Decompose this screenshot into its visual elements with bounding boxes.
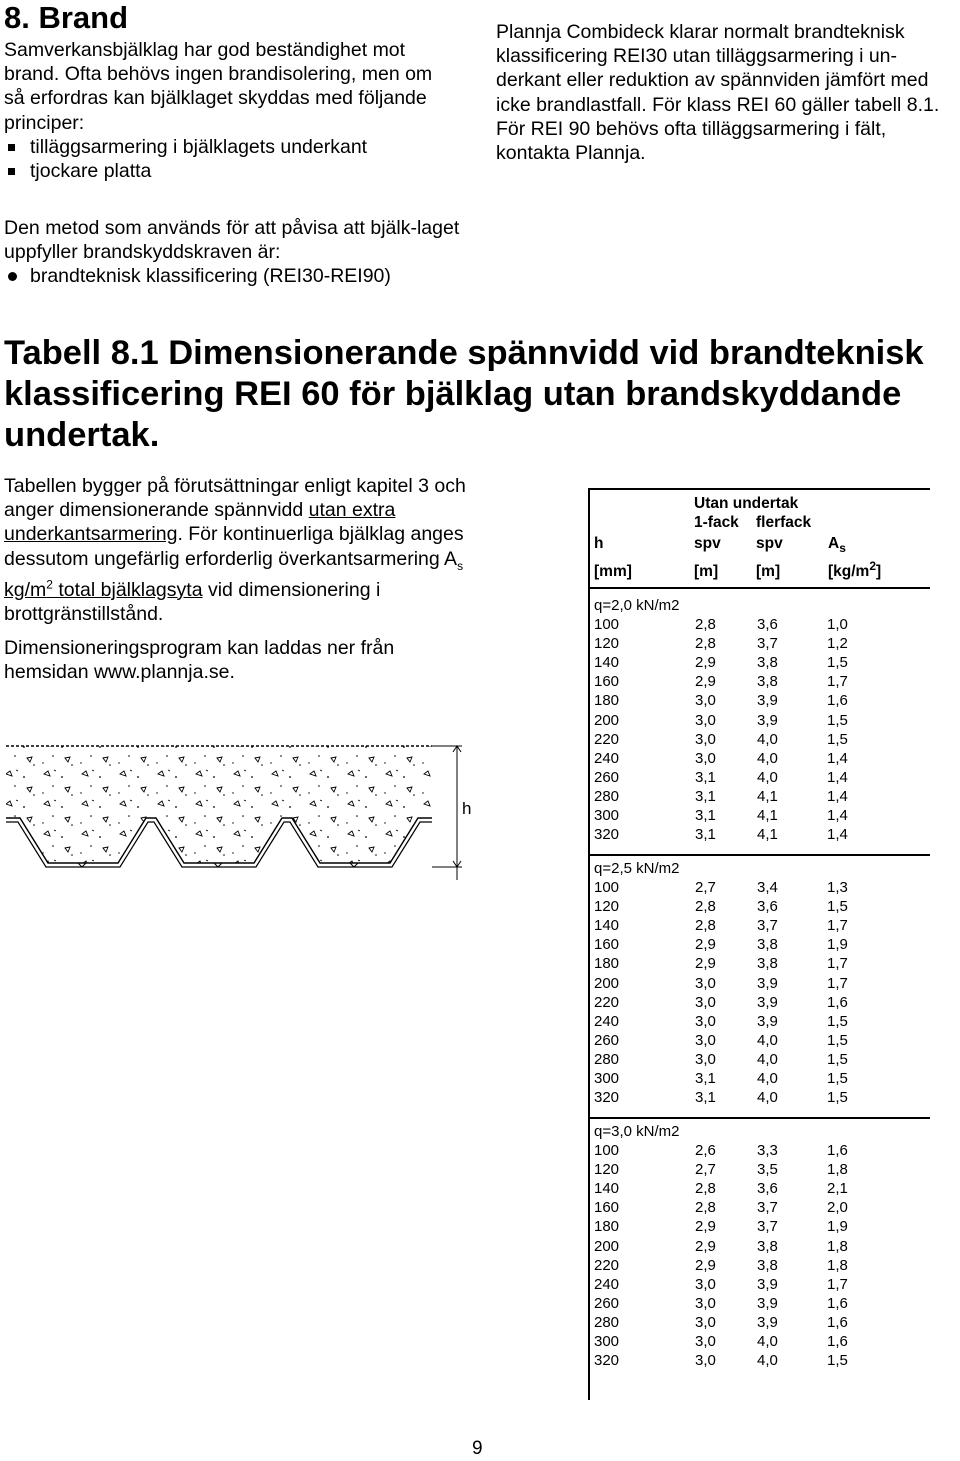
cell-h: 120	[594, 898, 620, 916]
cell-h: 100	[594, 879, 620, 896]
cell-spv-1fack: 3,0	[695, 1031, 716, 1049]
table-row	[594, 897, 934, 916]
fire-principles-list	[4, 135, 454, 183]
cell-as: 1,0	[827, 616, 848, 633]
list-item: tilläggsarmering i bjälklagets underkant	[4, 135, 454, 159]
table-rule	[588, 854, 930, 856]
table-row	[594, 615, 934, 634]
header-as: $A_s$	[828, 535, 846, 556]
table-row	[594, 1294, 934, 1313]
table-row	[594, 1275, 934, 1294]
cell-spv-flerfack: 3,9	[757, 1313, 778, 1331]
header-flerfack: flerfack	[756, 514, 812, 531]
cell-as: 1,7	[827, 974, 848, 992]
cell-spv-flerfack: 3,9	[757, 692, 778, 710]
table-row	[594, 730, 934, 749]
cell-spv-1fack: 2,8	[695, 1199, 716, 1217]
list-item: tjockare platta	[4, 159, 454, 183]
cell-spv-1fack: 2,6	[695, 1142, 716, 1159]
load-group-label: q=2,0 kN/m2	[594, 597, 680, 614]
cell-as: 1,6	[827, 692, 848, 710]
cell-h: 260	[594, 768, 620, 786]
cell-spv-1fack: 3,1	[695, 768, 716, 786]
cell-spv-1fack: 2,8	[695, 616, 716, 633]
cell-h: 140	[594, 654, 620, 672]
cell-as: 1,5	[827, 898, 848, 916]
load-group-label: q=2,5 kN/m2	[594, 860, 680, 877]
fire-intro-paragraph: Samverkansbjälklag har god beständighet mot brand. Ofta behövs ingen brandisolering, men om så erfordras kan bjälklaget skyddas med följande principer:	[4, 39, 433, 134]
cell-as: 1,5	[827, 730, 848, 748]
cell-as: 1,7	[827, 917, 848, 935]
method-list	[4, 264, 484, 288]
header-1fack: 1-fack	[694, 514, 739, 531]
span-table	[580, 488, 942, 1404]
cell-as: 1,5	[827, 1012, 848, 1030]
cell-spv-flerfack: 3,7	[757, 917, 778, 935]
cell-spv-1fack: 2,8	[695, 1180, 716, 1198]
table-row	[594, 825, 934, 844]
cell-h: 280	[594, 1050, 620, 1068]
section-name: Brand	[38, 0, 129, 35]
cell-as: 1,6	[827, 1333, 848, 1350]
table-row	[594, 768, 934, 787]
table-heading: Tabell 8.1 Dimensionerande spännvidd vid brandteknisk klassificering REI 60 för bjälklag utan brandskyddande undertak.	[4, 334, 924, 454]
table-rule	[588, 1117, 930, 1119]
cell-spv-1fack: 2,9	[695, 1256, 716, 1274]
cell-h: 260	[594, 1294, 620, 1312]
dimension-label: h	[462, 799, 472, 818]
cell-spv-flerfack: 4,0	[757, 749, 778, 767]
table-row	[594, 634, 934, 653]
table-row	[594, 1088, 934, 1107]
table-row	[594, 1237, 934, 1256]
cell-h: 200	[594, 711, 620, 729]
header-group: Utan undertak	[694, 495, 799, 512]
cell-spv-1fack: 2,8	[695, 635, 716, 653]
table-row	[594, 916, 934, 935]
table-row	[594, 974, 934, 993]
rei-info-block	[496, 20, 958, 165]
cell-spv-flerfack: 3,6	[757, 898, 778, 916]
cell-spv-1fack: 2,9	[695, 673, 716, 691]
cell-spv-flerfack: 3,9	[757, 1275, 778, 1293]
cell-spv-1fack: 3,0	[695, 1313, 716, 1331]
cell-as: 1,5	[827, 1352, 848, 1370]
cell-spv-1fack: 3,0	[695, 730, 716, 748]
cell-h: 180	[594, 1218, 620, 1236]
cell-spv-flerfack: 3,8	[757, 1237, 778, 1255]
cell-spv-flerfack: 3,8	[757, 936, 778, 954]
table-row	[594, 691, 934, 710]
cell-spv-1fack: 3,0	[695, 1352, 716, 1370]
method-block	[4, 216, 484, 289]
table-row	[594, 1198, 934, 1217]
page-number: 9	[472, 1438, 483, 1459]
table-row	[594, 711, 934, 730]
cell-h: 140	[594, 917, 620, 935]
table-row	[594, 806, 934, 825]
cell-spv-flerfack: 3,9	[757, 1294, 778, 1312]
deck-cross-section-figure	[0, 738, 520, 888]
cell-h: 180	[594, 955, 620, 973]
cell-spv-flerfack: 3,9	[757, 974, 778, 992]
download-paragraph: Dimensioneringsprogram kan laddas ner från hemsidan www.plannja.se.	[4, 637, 395, 684]
rei-paragraph: Plannja Combideck klarar normalt brandteknisk klassificering REI30 utan tilläggsarmering i un-derkant eller reduktion av spännviden jämfört med icke brandlastfall. För klass REI 60 gäller tabell 8.1.	[496, 21, 940, 116]
cell-h: 160	[594, 673, 620, 691]
table-row	[594, 1256, 934, 1275]
cell-h: 200	[594, 974, 620, 992]
cell-h: 160	[594, 1199, 620, 1217]
table-row	[594, 1160, 934, 1179]
cell-h: 260	[594, 1031, 620, 1049]
table-row	[594, 1313, 934, 1332]
cell-spv-flerfack: 3,4	[757, 879, 778, 896]
table-row	[594, 935, 934, 954]
cell-h: 120	[594, 1161, 620, 1179]
cell-spv-flerfack: 4,1	[757, 807, 778, 824]
cell-as: 1,4	[827, 787, 848, 805]
table-row	[594, 787, 934, 806]
header-spv-2: spv	[756, 535, 783, 552]
cell-spv-1fack: 2,7	[695, 879, 716, 896]
cell-h: 180	[594, 692, 620, 710]
table-row	[594, 1050, 934, 1069]
cell-spv-1fack: 2,9	[695, 936, 716, 954]
table-intro	[4, 474, 474, 685]
cell-spv-flerfack: 3,7	[757, 1218, 778, 1236]
cell-h: 240	[594, 749, 620, 767]
cell-spv-1fack: 2,8	[695, 898, 716, 916]
cell-as: 1,5	[827, 1031, 848, 1049]
cell-spv-1fack: 3,0	[695, 692, 716, 710]
square-bullet-icon	[8, 144, 15, 151]
cell-spv-flerfack: 4,1	[757, 787, 778, 805]
cell-h: 220	[594, 1256, 620, 1274]
cell-spv-1fack: 3,0	[695, 1050, 716, 1068]
cell-as: 1,2	[827, 635, 848, 653]
table-top-rule	[588, 488, 930, 490]
cell-h: 240	[594, 1012, 620, 1030]
cell-h: 140	[594, 1180, 620, 1198]
cell-spv-flerfack: 4,1	[757, 826, 778, 844]
cell-spv-flerfack: 3,8	[757, 955, 778, 973]
cell-h: 280	[594, 1313, 620, 1331]
cell-as: 1,9	[827, 1218, 848, 1236]
cell-spv-1fack: 2,9	[695, 1237, 716, 1255]
header-h: h	[594, 535, 604, 552]
cell-spv-flerfack: 4,0	[757, 768, 778, 786]
cell-as: 1,5	[827, 711, 848, 729]
cell-spv-flerfack: 4,0	[757, 1089, 778, 1107]
load-group-label: q=3,0 kN/m2	[594, 1123, 680, 1140]
cell-as: 1,7	[827, 1275, 848, 1293]
cell-h: 200	[594, 1237, 620, 1255]
cell-spv-flerfack: 3,7	[757, 635, 778, 653]
cell-h: 320	[594, 1089, 620, 1107]
table-row	[594, 1332, 934, 1351]
cell-spv-flerfack: 4,0	[757, 1031, 778, 1049]
list-item: brandteknisk klassificering (REI30-REI90)	[4, 264, 484, 288]
table-left-rule	[588, 488, 590, 1400]
cell-spv-1fack: 3,0	[695, 993, 716, 1011]
cell-spv-1fack: 2,8	[695, 917, 716, 935]
cell-spv-flerfack: 3,6	[757, 1180, 778, 1198]
cell-h: 220	[594, 993, 620, 1011]
cell-spv-1fack: 3,0	[695, 1294, 716, 1312]
cell-spv-flerfack: 4,0	[757, 730, 778, 748]
rei90-paragraph: För REI 90 behövs ofta tilläggsarmering i fält, kontakta Plannja.	[496, 117, 887, 165]
cell-h: 300	[594, 1070, 620, 1087]
cell-as: 1,5	[827, 1050, 848, 1068]
cell-spv-flerfack: 4,0	[757, 1352, 778, 1370]
cell-spv-1fack: 2,9	[695, 955, 716, 973]
unit-h: [mm]	[594, 563, 632, 580]
cell-h: 320	[594, 1352, 620, 1370]
cell-spv-1fack: 3,0	[695, 1012, 716, 1030]
header-spv-1: spv	[694, 535, 721, 552]
cell-h: 240	[594, 1275, 620, 1293]
cell-spv-flerfack: 3,7	[757, 1199, 778, 1217]
table-row	[594, 1351, 934, 1370]
cell-h: 120	[594, 635, 620, 653]
table-row	[594, 1069, 934, 1088]
table-row	[594, 1031, 934, 1050]
cell-as: 1,4	[827, 768, 848, 786]
table-rule	[588, 587, 930, 589]
cell-spv-1fack: 3,1	[695, 1089, 716, 1107]
cell-spv-1fack: 3,0	[695, 749, 716, 767]
cell-as: 1,3	[827, 879, 848, 896]
unit-spv-1: [m]	[694, 563, 719, 580]
cell-h: 100	[594, 616, 620, 633]
cell-spv-flerfack: 4,0	[757, 1050, 778, 1068]
cell-spv-flerfack: 3,9	[757, 711, 778, 729]
cell-as: 1,7	[827, 955, 848, 973]
cell-h: 280	[594, 787, 620, 805]
cell-as: 1,9	[827, 936, 848, 954]
cell-spv-1fack: 3,1	[695, 826, 716, 844]
cell-spv-flerfack: 3,3	[757, 1142, 778, 1159]
cell-as: 1,7	[827, 673, 848, 691]
table-row	[594, 954, 934, 973]
cell-as: 1,6	[827, 993, 848, 1011]
cell-h: 160	[594, 936, 620, 954]
cell-spv-1fack: 3,0	[695, 974, 716, 992]
section-number: 8.	[4, 0, 30, 35]
cell-as: 1,8	[827, 1237, 848, 1255]
cell-spv-flerfack: 3,6	[757, 616, 778, 633]
cell-spv-1fack: 2,9	[695, 1218, 716, 1236]
table-row	[594, 993, 934, 1012]
cell-as: 1,6	[827, 1294, 848, 1312]
cell-as: 1,5	[827, 1070, 848, 1087]
square-bullet-icon	[8, 168, 15, 175]
cell-spv-flerfack: 3,8	[757, 654, 778, 672]
table-row	[594, 749, 934, 768]
cell-as: 1,5	[827, 654, 848, 672]
table-row	[594, 1012, 934, 1031]
cell-spv-1fack: 3,1	[695, 1070, 716, 1087]
cell-spv-1fack: 2,7	[695, 1161, 716, 1179]
intro-fire-block	[4, 38, 454, 183]
cell-spv-flerfack: 3,5	[757, 1161, 778, 1179]
cell-h: 320	[594, 826, 620, 844]
cell-spv-flerfack: 4,0	[757, 1070, 778, 1087]
cell-as: 1,6	[827, 1313, 848, 1331]
table-row	[594, 1217, 934, 1236]
cell-spv-flerfack: 3,8	[757, 673, 778, 691]
table-row	[594, 672, 934, 691]
cell-spv-1fack: 3,0	[695, 1333, 716, 1350]
cell-spv-1fack: 3,1	[695, 787, 716, 805]
cell-spv-1fack: 3,0	[695, 711, 716, 729]
table-row	[594, 653, 934, 672]
cell-spv-flerfack: 3,9	[757, 1012, 778, 1030]
cell-h: 300	[594, 1333, 620, 1350]
cell-as: 2,1	[827, 1180, 848, 1198]
section-title	[4, 0, 128, 36]
table-row	[594, 1141, 934, 1160]
cell-as: 1,4	[827, 826, 848, 844]
cell-h: 300	[594, 807, 620, 824]
table-row	[594, 878, 934, 897]
cell-as: 1,8	[827, 1161, 848, 1179]
round-bullet-icon	[8, 272, 17, 281]
cell-as: 1,8	[827, 1256, 848, 1274]
cell-as: 2,0	[827, 1199, 848, 1217]
cell-as: 1,4	[827, 749, 848, 767]
cell-spv-1fack: 3,0	[695, 1275, 716, 1293]
cell-spv-1fack: 3,1	[695, 807, 716, 824]
cell-h: 220	[594, 730, 620, 748]
table-row	[594, 1179, 934, 1198]
cell-h: 100	[594, 1142, 620, 1159]
cell-spv-flerfack: 4,0	[757, 1333, 778, 1350]
cell-as: 1,6	[827, 1142, 848, 1159]
unit-as: $[kg/m^2]$	[828, 558, 882, 580]
deck-profile-drawing	[0, 738, 520, 888]
cell-as: 1,5	[827, 1089, 848, 1107]
unit-spv-2: [m]	[756, 563, 781, 580]
cell-spv-1fack: 2,9	[695, 654, 716, 672]
cell-as: 1,4	[827, 807, 848, 824]
method-paragraph: Den metod som används för att påvisa att bjälk-laget uppfyller brandskyddskraven är:	[4, 217, 460, 264]
cell-spv-flerfack: 3,9	[757, 993, 778, 1011]
cell-spv-flerfack: 3,8	[757, 1256, 778, 1274]
table-intro-paragraph: Tabellen bygger på förutsättningar enligt kapitel 3 och anger dimensionerande spännvidd utan extra underkantsarmering. För kontinuerliga bjälklag anges dessutom ungefärlig erforderlig överkantsarmering $A_s$ $kg/m^2$ total bjälklagsyta vid dimensionering i brottgränstillstånd.	[4, 475, 466, 625]
